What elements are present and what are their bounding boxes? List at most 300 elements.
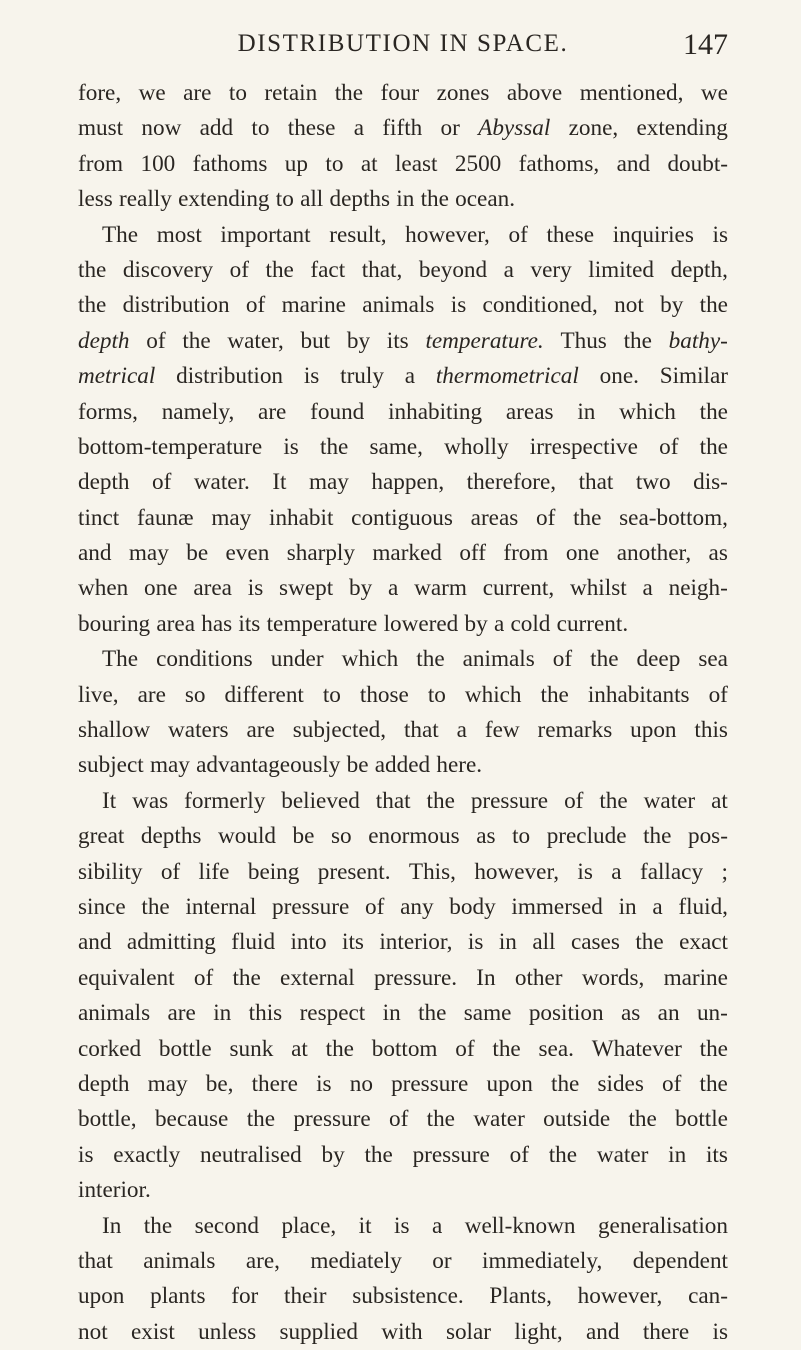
word: bathy- xyxy=(668,327,728,354)
word: Similar xyxy=(659,363,728,390)
text-line xyxy=(78,1032,728,1067)
word: their xyxy=(284,1283,327,1310)
word: one xyxy=(144,575,178,602)
word: preclude xyxy=(546,823,627,850)
word: dependent xyxy=(632,1247,728,1274)
word: great xyxy=(78,823,125,850)
word: unless xyxy=(198,1318,257,1345)
word: external xyxy=(280,964,355,991)
word: result, xyxy=(329,221,387,248)
word: are xyxy=(183,80,212,106)
word: be xyxy=(346,752,369,779)
word: temperature. xyxy=(425,327,544,354)
word: fathoms, xyxy=(518,150,600,177)
word: and xyxy=(616,150,651,177)
word: a xyxy=(611,858,622,885)
word: In xyxy=(102,1212,122,1239)
word: animals xyxy=(462,646,535,673)
word: to xyxy=(325,150,344,177)
text-line xyxy=(78,465,728,500)
word: believed xyxy=(281,787,360,814)
word: or xyxy=(432,1247,452,1274)
text-line xyxy=(78,996,728,1031)
word: marked xyxy=(372,540,442,567)
word: exist xyxy=(130,1318,175,1345)
word: are xyxy=(246,717,275,744)
text-line xyxy=(78,713,728,748)
word: its xyxy=(342,929,364,956)
word: fathoms xyxy=(192,150,268,177)
word: depths xyxy=(329,186,391,213)
word: zone, xyxy=(568,115,619,142)
word: life xyxy=(198,858,230,885)
word: four xyxy=(380,80,420,106)
word: a xyxy=(353,115,365,142)
word: Thus xyxy=(560,327,607,354)
word: a xyxy=(404,363,416,390)
word: second xyxy=(194,1212,259,1239)
word: all xyxy=(532,929,556,956)
word: equivalent xyxy=(78,964,175,991)
word: remarks xyxy=(537,717,613,744)
word: subsistence. xyxy=(352,1283,464,1310)
word: of xyxy=(245,292,266,319)
word: interior. xyxy=(78,1177,151,1204)
word: interior, xyxy=(379,929,453,956)
word: however, xyxy=(474,858,560,885)
word: which xyxy=(464,681,522,708)
word: that, xyxy=(361,256,403,283)
word: bouring xyxy=(78,610,151,637)
word: can- xyxy=(688,1283,728,1310)
word: important xyxy=(220,221,311,248)
word: to xyxy=(427,681,446,708)
word: truly xyxy=(340,363,384,390)
word: pressure xyxy=(470,787,549,814)
word: these xyxy=(546,221,595,248)
text-line xyxy=(78,678,728,713)
word: is xyxy=(467,929,484,956)
word: however, xyxy=(577,1283,663,1310)
word: In xyxy=(476,964,496,991)
word: It xyxy=(272,469,287,496)
word: is xyxy=(247,575,264,602)
word: so xyxy=(184,681,206,708)
word: be, xyxy=(205,1070,234,1097)
text-line xyxy=(78,784,728,819)
word: water, xyxy=(227,327,284,354)
word: the xyxy=(628,1106,657,1133)
word: inquiries xyxy=(612,221,694,248)
word: pressure xyxy=(412,1141,490,1168)
word: of xyxy=(536,504,556,531)
word: water xyxy=(473,1106,525,1133)
word: the xyxy=(418,1000,447,1027)
word: are xyxy=(137,681,166,708)
word: the xyxy=(426,787,455,814)
page-number: 147 xyxy=(683,28,728,61)
word: the xyxy=(182,327,211,354)
word: exact xyxy=(679,929,728,956)
word: or xyxy=(440,115,460,142)
word: to xyxy=(251,115,270,142)
word: shallow xyxy=(78,717,151,744)
text-line xyxy=(78,1102,728,1137)
text-line xyxy=(78,748,728,783)
word: this xyxy=(694,717,728,744)
word: This, xyxy=(408,858,456,885)
word: these xyxy=(287,115,336,142)
word: depth, xyxy=(670,256,728,283)
word: upon xyxy=(78,1283,125,1310)
word: a xyxy=(387,575,399,602)
word: is xyxy=(303,363,320,390)
word: water xyxy=(643,787,696,814)
word: deep xyxy=(636,646,681,673)
word: here. xyxy=(436,752,483,779)
word: area xyxy=(193,575,232,602)
word: because xyxy=(154,1106,229,1133)
word: of xyxy=(659,433,679,460)
word: as xyxy=(708,540,728,567)
word: animals xyxy=(78,1000,151,1027)
word: least xyxy=(394,150,438,177)
word: when xyxy=(78,575,129,602)
word: the xyxy=(699,398,728,425)
word: added xyxy=(374,752,431,779)
word: of xyxy=(160,858,181,885)
word: sunk xyxy=(229,1035,274,1062)
word: sharply xyxy=(286,540,355,567)
word: which xyxy=(619,398,676,425)
word: limited xyxy=(588,256,654,283)
word: the xyxy=(420,186,449,213)
word: enormous xyxy=(368,823,460,850)
text-line xyxy=(78,218,728,253)
word: to xyxy=(512,823,531,850)
word: corked xyxy=(78,1035,142,1062)
word: subject xyxy=(78,752,144,779)
text-line xyxy=(78,1209,728,1244)
word: the xyxy=(623,327,652,354)
word: another, xyxy=(616,540,692,567)
word: marine xyxy=(281,292,346,319)
word: whilst xyxy=(569,575,627,602)
word: un- xyxy=(696,1000,728,1027)
word: namely, xyxy=(161,398,235,425)
word: the xyxy=(141,893,170,920)
word: the xyxy=(699,1035,728,1062)
word: a xyxy=(431,1212,443,1239)
word: is xyxy=(450,292,467,319)
word: at xyxy=(711,787,728,814)
word: by xyxy=(348,575,373,602)
word: exactly xyxy=(113,1141,181,1168)
word: has xyxy=(201,610,233,637)
word: at xyxy=(291,1035,308,1062)
word: neutralised xyxy=(199,1141,302,1168)
word: outside xyxy=(543,1106,611,1133)
word: are, xyxy=(245,1247,280,1274)
word: other xyxy=(514,964,563,991)
word: respect xyxy=(299,1000,366,1027)
text-line xyxy=(78,890,728,925)
word: is xyxy=(712,1318,728,1345)
word: marine xyxy=(663,964,728,991)
word: internal xyxy=(185,893,257,920)
word: being xyxy=(247,858,300,885)
word: mediately xyxy=(310,1247,402,1274)
word: are xyxy=(167,1000,196,1027)
word: above xyxy=(506,80,563,106)
word: sea. xyxy=(538,1035,574,1062)
word: neigh- xyxy=(668,575,728,602)
word: of xyxy=(508,221,528,248)
word: animals xyxy=(362,292,435,319)
word: under xyxy=(270,646,324,673)
word: even xyxy=(225,540,270,567)
word: the xyxy=(492,1035,521,1062)
word: one. xyxy=(599,363,639,390)
word: sibility xyxy=(78,858,143,885)
word: current, xyxy=(482,575,555,602)
word: in xyxy=(577,398,596,425)
text-line xyxy=(78,1173,728,1208)
word: the xyxy=(364,1141,393,1168)
word: are xyxy=(258,398,287,425)
word: is xyxy=(394,1212,410,1239)
word: sides xyxy=(597,1070,644,1097)
word: animals xyxy=(143,1247,216,1274)
word: fluid, xyxy=(678,893,728,920)
word: irrespective xyxy=(529,433,638,460)
word: all xyxy=(300,186,324,213)
word: at xyxy=(360,150,378,177)
word: pressure xyxy=(272,893,350,920)
word: The xyxy=(102,646,139,673)
word: depth xyxy=(78,1070,130,1097)
word: now xyxy=(141,115,182,142)
word: an xyxy=(657,1000,680,1027)
word: the xyxy=(548,1141,578,1168)
word: of xyxy=(146,327,166,354)
word: same xyxy=(463,1000,512,1027)
word: that xyxy=(578,469,614,496)
word: of xyxy=(708,681,728,708)
word: a xyxy=(652,893,663,920)
word: the xyxy=(699,433,728,460)
word: there xyxy=(642,1318,690,1345)
word: there xyxy=(251,1070,298,1097)
word: pos- xyxy=(687,823,728,850)
word: upon xyxy=(486,1070,533,1097)
word: no xyxy=(349,1070,373,1097)
word: may xyxy=(128,540,169,567)
word: is xyxy=(316,1070,332,1097)
text-line xyxy=(78,288,728,323)
word: a xyxy=(493,610,505,637)
word: this xyxy=(248,1000,283,1027)
word: wholly xyxy=(444,433,509,460)
word: sea xyxy=(698,646,728,673)
word: may xyxy=(147,1070,188,1097)
word: water xyxy=(596,1141,649,1168)
word: Whatever xyxy=(591,1035,682,1062)
word: up xyxy=(284,150,308,177)
word: position xyxy=(528,1000,604,1027)
word: inhabiting xyxy=(388,398,483,425)
word: the xyxy=(416,646,445,673)
word: found xyxy=(310,398,365,425)
word: retain xyxy=(264,80,318,106)
word: as xyxy=(620,1000,641,1027)
word: The xyxy=(102,221,139,248)
text-line xyxy=(78,430,728,465)
word: the xyxy=(699,1070,728,1097)
word: beyond xyxy=(418,256,488,283)
word: in xyxy=(213,1000,232,1027)
word: It xyxy=(102,787,117,814)
word: cases xyxy=(570,929,620,956)
word: zones xyxy=(436,80,490,106)
text-line xyxy=(78,571,728,606)
word: a xyxy=(456,717,467,744)
word: sea-bottom, xyxy=(619,504,728,531)
word: fluid xyxy=(231,929,276,956)
word: its xyxy=(386,327,409,354)
word: ocean. xyxy=(455,186,516,213)
word: and xyxy=(78,929,112,956)
word: areas xyxy=(505,398,554,425)
word: the xyxy=(334,80,364,106)
word: conditions xyxy=(156,646,253,673)
text-line xyxy=(78,642,728,677)
word: extending xyxy=(178,186,270,213)
word: is xyxy=(283,433,299,460)
word: distribution xyxy=(176,363,284,390)
word: less xyxy=(78,186,113,213)
text-line xyxy=(78,1067,728,1102)
word: but xyxy=(300,327,331,354)
word: to xyxy=(322,681,341,708)
word: however, xyxy=(405,221,490,248)
word: its xyxy=(705,1141,728,1168)
text-line xyxy=(78,76,728,111)
word: depths xyxy=(140,823,202,850)
word: bottle xyxy=(675,1106,728,1133)
word: the xyxy=(325,1035,354,1062)
word: current. xyxy=(556,610,629,637)
word: really xyxy=(119,186,172,213)
word: plants xyxy=(150,1283,206,1310)
word: and xyxy=(78,540,112,567)
text-line xyxy=(78,1315,728,1350)
word: of xyxy=(509,1141,529,1168)
word: depth xyxy=(78,469,130,496)
word: Plants, xyxy=(489,1283,552,1310)
text-line xyxy=(78,855,728,890)
word: areas xyxy=(470,504,519,531)
word: was xyxy=(132,787,169,814)
text-line xyxy=(78,1244,728,1279)
text-line xyxy=(78,253,728,288)
word: that xyxy=(403,717,439,744)
word: waters xyxy=(168,717,229,744)
word: of xyxy=(229,256,249,283)
word: faunæ xyxy=(136,504,194,531)
word: of xyxy=(564,787,584,814)
word: in xyxy=(498,929,517,956)
word: which xyxy=(341,646,399,673)
word: bottom-temperature xyxy=(78,433,263,460)
word: by xyxy=(346,327,371,354)
word: is xyxy=(712,221,728,248)
word: 2500 xyxy=(454,150,502,177)
word: present. xyxy=(317,858,391,885)
word: of xyxy=(662,1070,682,1097)
word: of xyxy=(193,964,214,991)
word: fore, xyxy=(78,80,122,106)
word: the xyxy=(699,292,728,319)
word: depth xyxy=(78,327,130,354)
word: mentioned, xyxy=(579,80,684,106)
word: doubt- xyxy=(667,150,728,177)
word: body xyxy=(449,893,496,920)
word: two xyxy=(635,469,671,496)
word: since xyxy=(78,893,126,920)
text-line xyxy=(78,147,728,182)
word: of xyxy=(365,893,385,920)
word: the xyxy=(246,1106,276,1133)
word: inhabit xyxy=(269,504,334,531)
word: cold xyxy=(510,610,551,637)
word: so xyxy=(331,823,352,850)
word: inhabitants xyxy=(587,681,690,708)
word: by xyxy=(660,292,684,319)
word: pressure xyxy=(293,1106,371,1133)
word: may xyxy=(308,469,349,496)
word: warm xyxy=(414,575,467,602)
word: the xyxy=(232,964,261,991)
word: ; xyxy=(721,858,728,885)
word: is xyxy=(577,858,593,885)
word: few xyxy=(484,717,520,744)
word: area xyxy=(156,610,195,637)
word: Abyssal xyxy=(478,115,551,142)
text-line xyxy=(78,925,728,960)
text-line xyxy=(78,819,728,854)
word: light, xyxy=(514,1318,563,1345)
word: fifth xyxy=(382,115,423,142)
word: and xyxy=(586,1318,620,1345)
word: bottle, xyxy=(78,1106,137,1133)
word: solar xyxy=(445,1318,492,1345)
text-line xyxy=(78,1279,728,1314)
word: not xyxy=(614,292,644,319)
word: the xyxy=(590,646,619,673)
word: not xyxy=(78,1318,108,1345)
word: in xyxy=(396,186,415,213)
word: of xyxy=(152,469,172,496)
word: the xyxy=(635,929,664,956)
word: by xyxy=(464,610,488,637)
text-line xyxy=(78,607,728,642)
word: extending xyxy=(636,115,728,142)
word: pressure xyxy=(391,1070,469,1097)
word: from xyxy=(78,150,124,177)
word: a xyxy=(503,256,514,283)
word: the xyxy=(426,1106,455,1133)
